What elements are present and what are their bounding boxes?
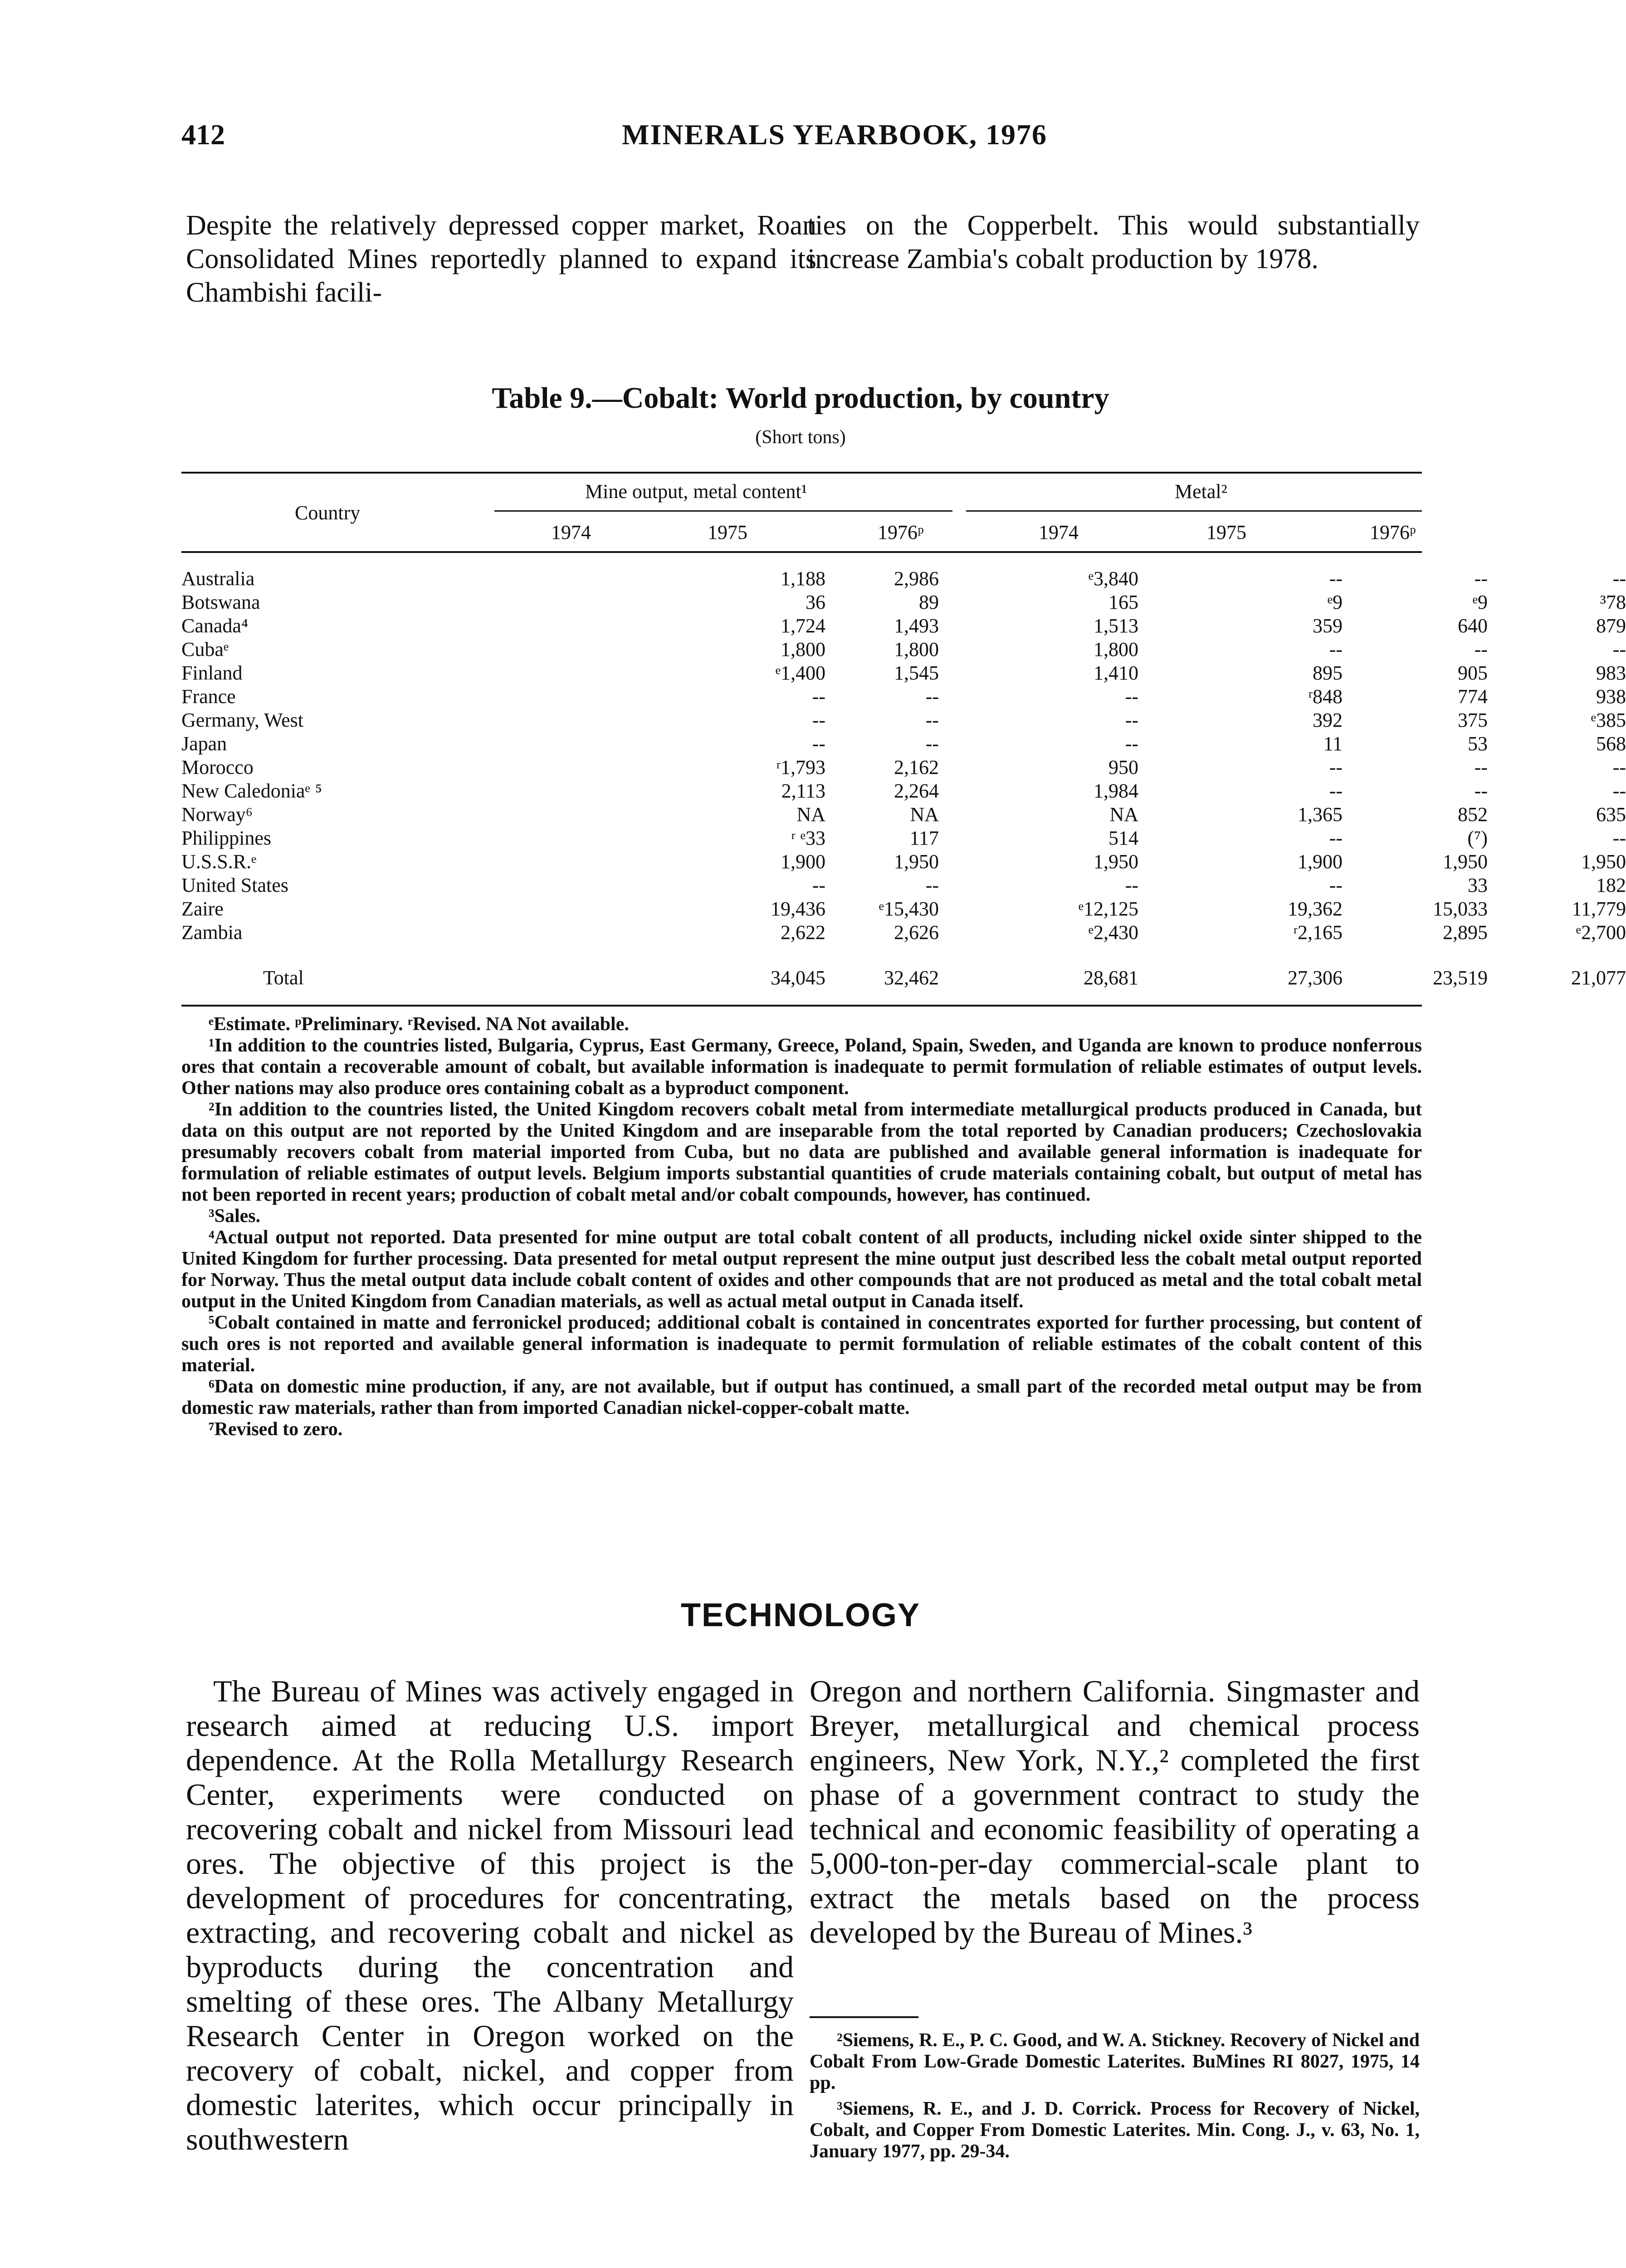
value-cell: -- <box>1125 733 1138 755</box>
value-cell: 89 <box>919 591 939 613</box>
value-cell: -- <box>1329 780 1343 802</box>
value-cell: 1,950 <box>1581 850 1626 873</box>
value-cell: 2,113 <box>781 780 825 802</box>
value-cell: -- <box>925 685 939 708</box>
value-cell: ᵉ15,430 <box>879 898 939 920</box>
intro-right-column: ties on the Copperbelt. This would substantially increase Zambia's cobalt production by 1978. <box>807 210 1420 274</box>
country-cell: Zaire <box>181 898 227 920</box>
value-cell: -- <box>812 733 825 755</box>
value-cell: -- <box>1474 638 1488 660</box>
value-cell: 165 <box>1108 591 1138 613</box>
value-cell: ʳ2,165 <box>1293 921 1343 943</box>
running-title: MINERALS YEARBOOK, 1976 <box>622 118 1047 151</box>
country-cell: Cubaᵉ <box>181 638 232 660</box>
table-top-rule <box>181 472 1422 474</box>
value-cell: 2,986 <box>894 567 939 590</box>
value-cell: 182 <box>1596 874 1626 896</box>
value-cell: ³78 <box>1600 591 1626 613</box>
table-note: ³Sales. <box>209 1206 261 1227</box>
value-cell: -- <box>1329 638 1343 660</box>
country-cell: Botswana <box>181 591 264 613</box>
value-cell: 1,513 <box>1094 615 1138 637</box>
value-cell: 19,436 <box>771 898 825 920</box>
table-row <box>181 779 1626 803</box>
value-cell: 1,724 <box>781 615 825 637</box>
table-row <box>181 897 1626 921</box>
value-cell: ᵉ12,125 <box>1078 898 1138 920</box>
value-cell: 375 <box>1458 709 1488 731</box>
value-cell: ʳ ᵉ33 <box>791 827 825 849</box>
value-cell: 640 <box>1458 615 1488 637</box>
footnote-rule <box>810 2016 918 2018</box>
table-note: ᵉEstimate. ᵖPreliminary. ʳRevised. NA Not available. <box>209 1014 629 1035</box>
country-cell: France <box>181 685 239 708</box>
table-row <box>181 921 1626 944</box>
value-cell: 1,900 <box>1298 850 1343 873</box>
value-cell: 36 <box>806 591 825 613</box>
value-cell: 2,264 <box>894 780 939 802</box>
value-cell: 2,622 <box>781 921 825 943</box>
table-row <box>181 732 1626 756</box>
country-cell: New Caledoniaᵉ ⁵ <box>181 780 326 802</box>
value-cell: -- <box>1612 567 1626 590</box>
total-cell: 27,306 <box>1288 967 1343 989</box>
body-paragraph: Oregon and northern California. Singmaster and Breyer, metallurgical and chemical process engineers, New York, N.Y.,² completed the first phase of a government contract to study the technical and economic feasibility of operating a 5,000-ton-per-day commercial-scale plant to extract the metals based on the process developed by the Bureau of Mines.³ <box>810 1674 1420 1950</box>
value-cell: -- <box>1329 567 1343 590</box>
table-subtitle: (Short tons) <box>755 427 846 448</box>
value-cell: ᵉ3,840 <box>1088 567 1138 590</box>
value-cell: -- <box>925 709 939 731</box>
footnote: ³Siemens, R. E., and J. D. Corrick. Process for Recovery of Nickel, Cobalt, and Copper From Domestic Laterites. Min. Cong. J., v. 63, No. 1, January 1977, pp. 29-34. <box>810 2098 1420 2162</box>
group2-rule <box>966 510 1422 512</box>
value-cell: NA <box>910 803 939 826</box>
value-cell: 11 <box>1323 733 1343 755</box>
country-cell: Morocco <box>181 756 257 778</box>
value-cell: 2,626 <box>894 921 939 943</box>
body-paragraph: The Bureau of Mines was actively engaged in research aimed at reducing U.S. import dependence. At the Rolla Metallurgy Research Center, experiments were conducted on recovering cobalt and nickel from Missouri lead ores. The objective of this project is the development of procedures for concentrating, extracting, and recovering cobalt and nickel as byproducts during the concentration and smelting of these ores. The Albany Metallurgy Research Center in Oregon worked on the recovery of cobalt, nickel, and copper from domestic laterites, which occur principally in southwestern <box>186 1674 794 2156</box>
year-header-4: 1974 <box>1039 521 1079 543</box>
year-header-1: 1974 <box>551 521 591 543</box>
value-cell: 1,800 <box>781 638 825 660</box>
value-cell: -- <box>1125 685 1138 708</box>
table-total-row <box>181 966 1626 990</box>
value-cell: NA <box>1109 803 1138 826</box>
value-cell: -- <box>1474 780 1488 802</box>
value-cell: -- <box>1125 874 1138 896</box>
value-cell: 15,033 <box>1433 898 1488 920</box>
value-cell: 1,800 <box>894 638 939 660</box>
table-row <box>181 874 1626 897</box>
section-heading: TECHNOLOGY <box>680 1597 920 1633</box>
table-row <box>181 826 1626 850</box>
value-cell: ʳ1,793 <box>776 756 825 778</box>
country-cell: U.S.S.R.ᵉ <box>181 850 260 873</box>
value-cell: -- <box>1125 709 1138 731</box>
value-cell: -- <box>1329 874 1343 896</box>
value-cell: ᵉ1,400 <box>775 662 825 684</box>
country-cell: Finland <box>181 662 246 684</box>
table-row <box>181 756 1626 779</box>
value-cell: 1,950 <box>894 850 939 873</box>
value-cell: 2,162 <box>894 756 939 778</box>
country-cell: Zambia <box>181 921 246 943</box>
total-cell: 23,519 <box>1433 967 1488 989</box>
country-cell: Canada⁴ <box>181 615 252 637</box>
table-row <box>181 685 1626 709</box>
intro-left-column: Despite the relatively depressed copper market, Roan Consolidated Mines reportedly planned to expand its Chambishi facili- <box>186 210 816 308</box>
value-cell: 774 <box>1458 685 1488 708</box>
value-cell: 1,900 <box>781 850 825 873</box>
value-cell: 905 <box>1458 662 1488 684</box>
table-notes <box>181 1014 1422 1440</box>
value-cell: -- <box>812 709 825 731</box>
country-cell: Germany, West <box>181 709 307 731</box>
value-cell: 11,779 <box>1572 898 1626 920</box>
year-header-2: 1975 <box>708 521 747 543</box>
table-row <box>181 850 1626 874</box>
value-cell: -- <box>1612 780 1626 802</box>
value-cell: -- <box>1474 756 1488 778</box>
body-right-column <box>810 1674 1420 1950</box>
group1-rule <box>494 510 952 512</box>
year-header-3: 1976ᵖ <box>878 521 924 543</box>
page-number: 412 <box>181 118 225 151</box>
table-row <box>181 638 1626 661</box>
metal-header: Metal² <box>1175 480 1227 503</box>
value-cell: 879 <box>1596 615 1626 637</box>
country-cell: Norway⁶ <box>181 803 256 826</box>
value-cell: 1,950 <box>1443 850 1488 873</box>
value-cell: 514 <box>1108 827 1138 849</box>
value-cell: ʳ848 <box>1308 685 1343 708</box>
value-cell: ᵉ2,430 <box>1088 921 1138 943</box>
value-cell: 568 <box>1596 733 1626 755</box>
value-cell: 852 <box>1458 803 1488 826</box>
total-label: Total <box>263 967 308 989</box>
table-row <box>181 591 1626 614</box>
country-cell: Australia <box>181 567 258 590</box>
value-cell: 2,895 <box>1443 921 1488 943</box>
production-table <box>181 567 1626 990</box>
value-cell: (⁷) <box>1467 827 1488 849</box>
value-cell: 19,362 <box>1288 898 1343 920</box>
value-cell: 1,365 <box>1298 803 1343 826</box>
value-cell: 1,188 <box>781 567 825 590</box>
body-left-column <box>186 1674 794 2156</box>
value-cell: 1,545 <box>894 662 939 684</box>
value-cell: 895 <box>1313 662 1343 684</box>
table-note: ⁵Cobalt contained in matte and ferronickel produced; additional cobalt is contained in concentrates exported for further processing, but content of such ores is not reported and available general information is inadequate to permit formulation of reliable estimates of the cobalt content of this material. <box>181 1312 1422 1376</box>
table-note: ⁶Data on domestic mine production, if any, are not available, but if output has continued, a small part of the recorded metal output may be from domestic raw materials, rather than from imported Canadian nickel-copper-cobalt matte. <box>181 1376 1422 1418</box>
value-cell: 1,950 <box>1094 850 1138 873</box>
value-cell: ᵉ2,700 <box>1576 921 1626 943</box>
value-cell: 1,410 <box>1094 662 1138 684</box>
value-cell: 359 <box>1313 615 1343 637</box>
table-title: Table 9.—Cobalt: World production, by country <box>492 381 1109 415</box>
value-cell: -- <box>1329 827 1343 849</box>
value-cell: 33 <box>1468 874 1488 896</box>
value-cell: -- <box>1612 756 1626 778</box>
value-cell: ᵉ9 <box>1327 591 1343 613</box>
footnote: ²Siemens, R. E., P. C. Good, and W. A. Stickney. Recovery of Nickel and Cobalt From Low-Grade Domestic Laterites. BuMines RI 8027, 1975, 14 pp. <box>810 2030 1420 2093</box>
value-cell: -- <box>812 685 825 708</box>
value-cell: ᵉ385 <box>1591 709 1626 731</box>
value-cell: -- <box>925 733 939 755</box>
table-row <box>181 709 1626 732</box>
table-row <box>181 567 1626 591</box>
table-bottom-rule <box>181 1005 1422 1007</box>
country-cell: Philippines <box>181 827 275 849</box>
year-header-6: 1976ᵖ <box>1370 521 1416 543</box>
value-cell: -- <box>1329 756 1343 778</box>
value-cell: NA <box>796 803 825 826</box>
table-row <box>181 803 1626 826</box>
table-note: ⁴Actual output not reported. Data presented for mine output are total cobalt content of all products, including nickel oxide sinter shipped to the United Kingdom for further processing. Data presented for metal output represent the mine output just described less the cobalt metal output reported for Norway. Thus the metal output data include cobalt content of oxides and other compounds that are not produced as metal and the total cobalt metal output in the United Kingdom from Canadian materials, as well as actual metal output in Canada itself. <box>181 1227 1422 1312</box>
value-cell: 53 <box>1468 733 1488 755</box>
footnotes <box>810 2030 1420 2167</box>
total-cell: 32,462 <box>884 967 939 989</box>
value-cell: 1,493 <box>894 615 939 637</box>
value-cell: -- <box>1474 567 1488 590</box>
total-cell: 34,045 <box>771 967 825 989</box>
value-cell: 392 <box>1313 709 1343 731</box>
page-header <box>181 118 1488 168</box>
table-note: ¹In addition to the countries listed, Bulgaria, Cyprus, East Germany, Greece, Poland, Spain, Sweden, and Uganda are known to produce nonferrous ores that contain a recoverable amount of cobalt, but available information is inadequate to permit formulation of reliable estimates of output levels. Other nations may also produce ores containing cobalt as a byproduct component. <box>181 1035 1422 1099</box>
country-cell: United States <box>181 874 292 896</box>
table-row <box>181 614 1626 638</box>
table-note: ⁷Revised to zero. <box>209 1419 343 1440</box>
total-cell: 28,681 <box>1084 967 1138 989</box>
table-note: ²In addition to the countries listed, the United Kingdom recovers cobalt metal from intermediate metallurgical products produced in Canada, but data on this output are not reported by the United Kingdom and are inseparable from the total reported by Canadian producers; Czechoslovakia presumably recovers cobalt from material imported from Cuba, but no data are published and available general information is inadequate for formulation of reliable estimates of output levels. Belgium imports substantial quantities of crude materials containing cobalt, but output of metal has not been reported in recent years; production of cobalt metal and/or cobalt compounds, however, has continued. <box>181 1099 1422 1205</box>
value-cell: 938 <box>1596 685 1626 708</box>
value-cell: 635 <box>1596 803 1626 826</box>
value-cell: 1,800 <box>1094 638 1138 660</box>
value-cell: -- <box>925 874 939 896</box>
table-row <box>181 661 1626 685</box>
value-cell: -- <box>1612 827 1626 849</box>
value-cell: ᵉ9 <box>1472 591 1488 613</box>
year-header-5: 1975 <box>1206 521 1246 543</box>
table-header-rule <box>181 551 1422 553</box>
country-cell: Japan <box>181 733 230 755</box>
value-cell: -- <box>1612 638 1626 660</box>
country-header: Country <box>295 502 361 524</box>
mine-output-header: Mine output, metal content¹ <box>585 480 807 503</box>
value-cell: 983 <box>1596 662 1626 684</box>
value-cell: 1,984 <box>1094 780 1138 802</box>
total-cell: 21,077 <box>1571 967 1626 989</box>
value-cell: -- <box>812 874 825 896</box>
value-cell: 117 <box>909 827 939 849</box>
value-cell: 950 <box>1108 756 1138 778</box>
